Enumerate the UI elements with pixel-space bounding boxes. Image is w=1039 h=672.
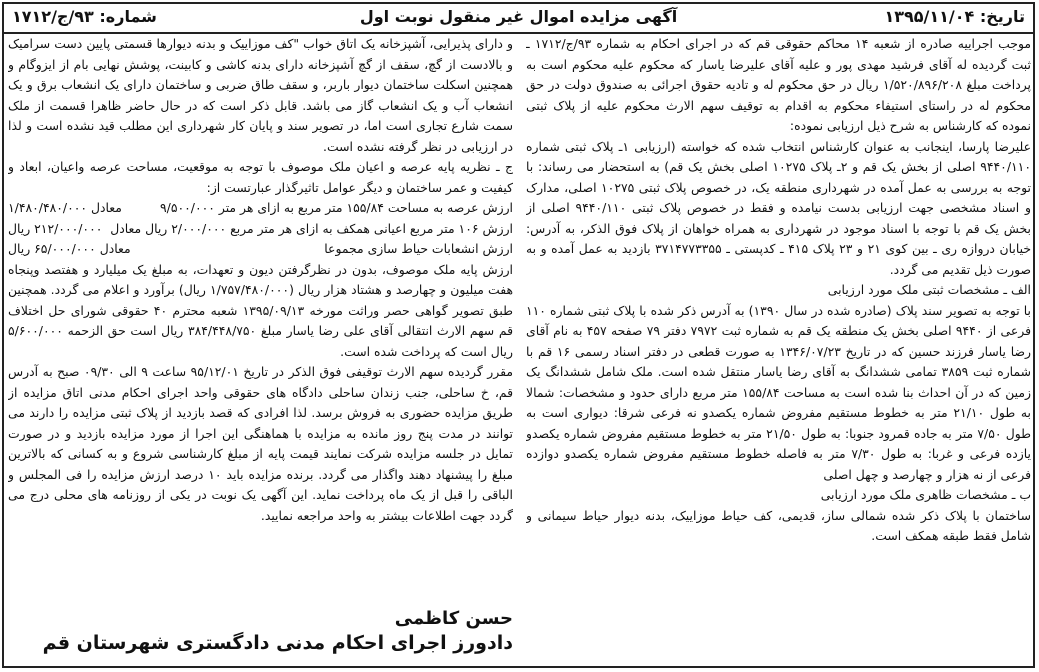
- building-features: و دارای پذیرایی، آشپزخانه یک اتاق خواب "کف موزاییک و بدنه دیوارها قسمتی پایین دست سرامیک و بالادست از گچ، سقف از گچ آشپزخانه دارای بدنه کاشی و کابینت، پوشش نهایی بام از ایزوگام و همچنین اسکلت ساختمان دیوار باربر، و سقف طاق ضربی و ساختمان دارای یک انشعاب برق و یک انشعاب آب و یک انشعاب گاز می باشد. قابل ذکر است که در حال حاضر ظاهرا قسمت از ملک سمت شارع تجاری است اما، در تصویر سند و پایان کار شهرداری این مطلب قید نشده است و لذا در ارزیابی در نظر گرفته نشده است.: [8, 36, 513, 154]
- base-value-paragraph: ارزش پایه ملک موصوف، بدون در نظرگرفتن دیون و تعهدات، به مبلغ یک میلیارد و هفتصد وپنجاه هفت میلیون و چهارصد و هشتاد هزار ریال (۱/۷۵۷/۴۸۰/۰۰۰ ریال) برآورد و اعلام می گردد. همچنین طبق تصویر گواهی حصر وراثت مورخه ۱۳۹۵/۰۹/۱۳ شعبه محترم ۴۰ حقوقی شورای حل اختلاف قم سهم الارث انتقالی آقای علی رضا یاسار مبلغ ۳۸۴/۴۴۸/۷۵۰ ریال است حق الزحمه ۵/۶۰۰/۰۰۰ ریال است که پرداخت شده است.: [8, 261, 513, 359]
- notice-header: [4, 4, 1033, 34]
- value-utilities-label: ارزش انشعابات حیاط سازی مجموعا: [324, 241, 513, 256]
- value-row-utilities: [8, 239, 513, 260]
- signature-name: حسن کاظمی: [394, 608, 513, 629]
- section-a-heading: الف ـ مشخصات ثبتی ملک مورد ارزیابی: [827, 282, 1031, 297]
- signature-title: دادورز اجرای احکام مدنی دادگستری شهرستان قم: [42, 632, 513, 654]
- registration-details: با توجه به تصویر سند پلاک (صادره شده در سال ۱۳۹۰) به آدرس ذکر شده با پلاک ثبتی شماره ۱۱۰ فرعی از ۹۴۴۰ اصلی بخش یک منطقه یک قم به شماره ثبت ۷۹۷۲ دفتر ۷۹ صفحه ۴۵۷ به نام آقای رضا یاسار فرزند حسین که در تاریخ ۱۳۴۶/۰۷/۲۳ به صورت قطعی در دفتر اسناد رسمی ۱۶ قم با شماره ثبت ۳۸۵۹ تمامی ششدانگ به آقای رضا یاسار منتقل شده است. ملک شامل ششدانگ یک زمین که در آن احداث بنا شده است به مساحت ۱۵۵/۸۴ متر مربع دارای حدود و مشخصات: شمالا به طول ۲۱/۱۰ متر به خطوط مستقیم مفروض شماره یکصدو نه فرعی شرقا: دیواری است به طول ۷/۵۰ متر به جاده قمرود جنوبا: به طول ۲۱/۵۰ متر به خطوط مستقیم مفروض شماره یکصدو یازده فرعی و غربا: به طول ۷/۳۰ متر به فاصله خطوط مستقیم مفروض شماره یکصدو دوازده فرعی از نه هزار و چهارصد و چهل اصلی: [526, 302, 1031, 482]
- building-description: ساختمان با پلاک ذکر شده شمالی ساز، قدیمی، کف حیاط موزاییک، بدنه دیوار حیاط سیمانی و شامل فقط طبقه همکف است.: [526, 507, 1031, 543]
- left-column: [8, 34, 513, 604]
- section-c-heading: ج ـ نظریه پایه عرصه و اعیان ملک موصوف با توجه به موقعیت، مساحت عرصه واعیان، ابعاد و کیفیت و عمر ساختمان و دیگر عوامل تاثیرگذار عبارتست از:: [8, 159, 513, 195]
- value-row-building: [8, 219, 513, 240]
- value-building-label: ارزش ۱۰۶ متر مربع اعیانی همکف به ازای هر متر مربع ۲/۰۰۰/۰۰۰ ریال معادل: [110, 220, 513, 236]
- value-land-amount: معادل ۱/۴۸۰/۴۸۰/۰۰۰: [8, 200, 122, 215]
- intro-paragraph: موجب اجراییه صادره از شعبه ۱۴ محاکم حقوقی قم که در اجرای احکام به شماره ۹۳/ج/۱۷۱۲ ـ ثبت گردیده له آقای فرشید مهدی پور و علیه آقای علیرضا یاسار که محکوم علیه محکوم است به پرداخت مبلغ ۱/۵۲۰/۸۹۶/۲۰۸ ریال در حق محکوم له و تادیه حقوق اجرائی به صندوق دولت در حق محکوم له در راستای استیفاء محکوم به اقدام به توقیف سهم الارث محکوم علیه از پلاک ثبتی نموده که کارشناس به شرح ذیل ارزیابی نموده:: [526, 36, 1031, 133]
- notice-title: آگهی مزایده اموال غیر منقول نوبت اول: [359, 7, 678, 26]
- notice-number: شماره: ۹۳/ج/۱۷۱۲: [12, 7, 157, 26]
- value-utilities-amount: معادل ۶۵/۰۰۰/۰۰۰ ریال: [8, 241, 131, 256]
- value-row-land: [8, 198, 513, 219]
- section-b-heading: ب ـ مشخصات ظاهری ملک مورد ارزیابی: [820, 487, 1031, 502]
- right-column: [526, 34, 1031, 660]
- expert-paragraph: علیرضا پارسا، اینجانب به عنوان کارشناس انتخاب شده که خواسته (ارزیابی ۱ـ پلاک ثبتی شماره ۹۴۴۰/۱۱۰ اصلی از بخش یک قم و ۲ـ پلاک ۱۰۲۷۵ اصلی بخش یک قم) به استحضار می رساند: با توجه به بررسی به عمل آمده در شهرداری منطقه یک، در خصوص پلاک ثبتی ۱۰۲۷۵ اصلی، مدارک و اسناد مشخصی جهت ارزیابی بدست نیامده و فقط در خصوص پلاک ثبتی ۹۴۴۰/۱۱۰ اصلی از بخش یک قم با توجه با اسناد موجود در شهرداری به همراه خواهان از پلاک فوق الذکر، به آدرس: خیابان دروازه ری ـ بین کوی ۲۱ و ۲۳ پلاک ۴۱۵ ـ کدپستی ـ ۳۷۱۴۷۷۳۳۵۵ بازدید به عمل آمده و به صورت ذیل تقدیم می گردد.: [526, 138, 1031, 277]
- value-land-label: ارزش عرصه به مساحت ۱۵۵/۸۴ متر مربع به ازای هر متر ۹/۵۰۰/۰۰۰: [159, 200, 513, 215]
- auction-terms-paragraph: مقرر گردیده سهم الارث توقیفی فوق الذکر در تاریخ ۹۵/۱۲/۰۱ ساعت ۹ الی ۰۹/۳۰ صبح به آدرس قم، خ ساحلی، جنب زندان ساحلی دادگاه های حقوقی واحد اجرای احکام مدنی اتاق مزایده از طریق مزایده حضوری به فروش برسد. لذا افرادی که قصد بازدید از پلاک ثبتی مزایده را دارند می توانند در مدت پنج روز مانده به مزایده با هماهنگی این اجرا از مورد مزایده بازدید و در صورت تمایل در جلسه مزایده شرکت نمایند قیمت پایه از مبلغ کارشناسی شروع و به کسانی که بالاترین مبلغ را پیشنهاد دهند واگذار می گردد. برنده مزایده باید ۱۰ درصد ارزش مزایده را فی المجلس و الباقی را قبل از یک ماه پرداخت نماید. این آگهی یک نوبت در یکی از روزنامه های محلی درج می گردد جهت اطلاعات بیشتر به واحد مراجعه نمایید.: [8, 364, 513, 523]
- value-building-amount: ۲۱۲/۰۰۰/۰۰۰ ریال: [8, 220, 103, 236]
- notice-date: تاریخ: ۱۳۹۵/۱۱/۰۴: [884, 7, 1025, 26]
